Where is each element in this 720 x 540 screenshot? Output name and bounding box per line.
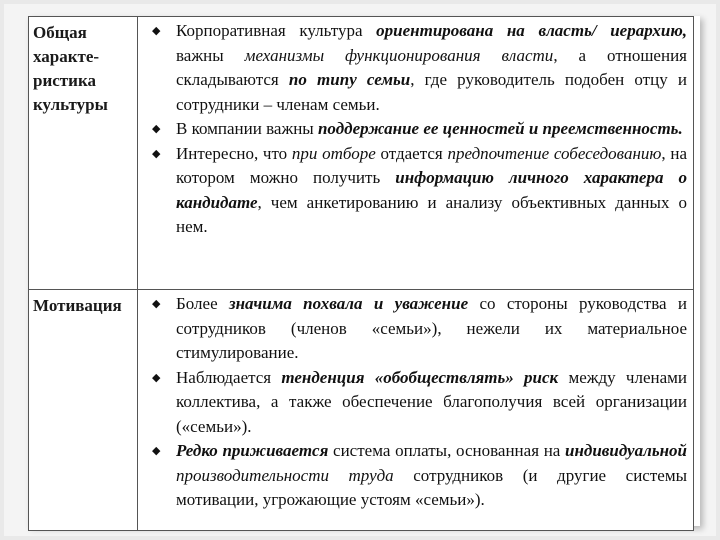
text-run: Редко приживается bbox=[176, 441, 329, 460]
bullet-list-motivation bbox=[138, 292, 687, 513]
text-run: по типу семьи bbox=[288, 70, 411, 89]
list-item bbox=[138, 142, 687, 240]
text-run: , чем анкетированию и анализу объективных данных о нем. bbox=[176, 192, 687, 236]
text-run: механизмы функционирования власти bbox=[244, 45, 554, 65]
text-run: производительности труда bbox=[176, 465, 394, 485]
text-run: Интересно, что bbox=[176, 143, 292, 163]
text-run: ориентирована на власть/ иерархию, bbox=[376, 21, 688, 40]
text-run: Наблюдается bbox=[176, 367, 282, 387]
text-run: индивидуальной bbox=[565, 441, 687, 460]
diamond-bullet-icon: ◆ bbox=[152, 123, 161, 135]
text-run: отдается bbox=[375, 143, 448, 163]
row-label-motivation: Мотивация bbox=[29, 290, 138, 531]
text-run: тенденция «обобществлять» риск bbox=[281, 367, 559, 387]
text-run: значима похвала и уважение bbox=[228, 294, 469, 313]
row-label-general: Общая характе-ристика культуры bbox=[29, 17, 138, 290]
table-row bbox=[29, 290, 694, 531]
bullet-list-general bbox=[138, 19, 687, 240]
text-run: поддержание ее ценностей и преемственность. bbox=[317, 119, 683, 138]
text-run: со стороны руководства и сотрудников (членов «семьи»), нежели их материальное стимулирование. bbox=[176, 294, 687, 362]
text-run: Корпоративная культура bbox=[176, 21, 377, 40]
culture-characteristics-table bbox=[28, 16, 694, 531]
row-content-general bbox=[138, 17, 694, 290]
text-run: В компании важны bbox=[176, 119, 318, 138]
diamond-bullet-icon: ◆ bbox=[152, 298, 161, 310]
list-item bbox=[138, 439, 687, 513]
text-run: информацию личного характера о кандидате bbox=[176, 168, 687, 212]
text-run: , где руководитель подобен отцу и сотрудники – членам семьи. bbox=[176, 70, 687, 114]
text-run: , а отношения складываются bbox=[176, 45, 687, 89]
text-run: важны bbox=[176, 45, 245, 65]
text-run: предпочтение собеседованию bbox=[447, 143, 662, 163]
text-run: система оплаты, основанная на bbox=[328, 441, 566, 460]
text-run: , на котором можно получить bbox=[176, 143, 687, 187]
list-item bbox=[138, 292, 687, 366]
list-item bbox=[138, 19, 687, 117]
row-content-motivation bbox=[138, 290, 694, 531]
diamond-bullet-icon: ◆ bbox=[152, 445, 161, 457]
text-run: Более bbox=[176, 294, 229, 313]
diamond-bullet-icon: ◆ bbox=[152, 147, 161, 160]
table-row bbox=[29, 17, 694, 290]
text-run: при отборе bbox=[291, 143, 376, 163]
diamond-bullet-icon: ◆ bbox=[152, 25, 161, 37]
list-item bbox=[138, 366, 687, 440]
diamond-bullet-icon: ◆ bbox=[152, 371, 161, 384]
list-item bbox=[138, 117, 687, 142]
text-run: сотрудников (и другие системы мотивации, угрожающие устоям «семьи»). bbox=[176, 465, 687, 509]
text-run: между членами коллектива, а также обеспечение благополучия всей организации («семьи»). bbox=[176, 367, 688, 436]
